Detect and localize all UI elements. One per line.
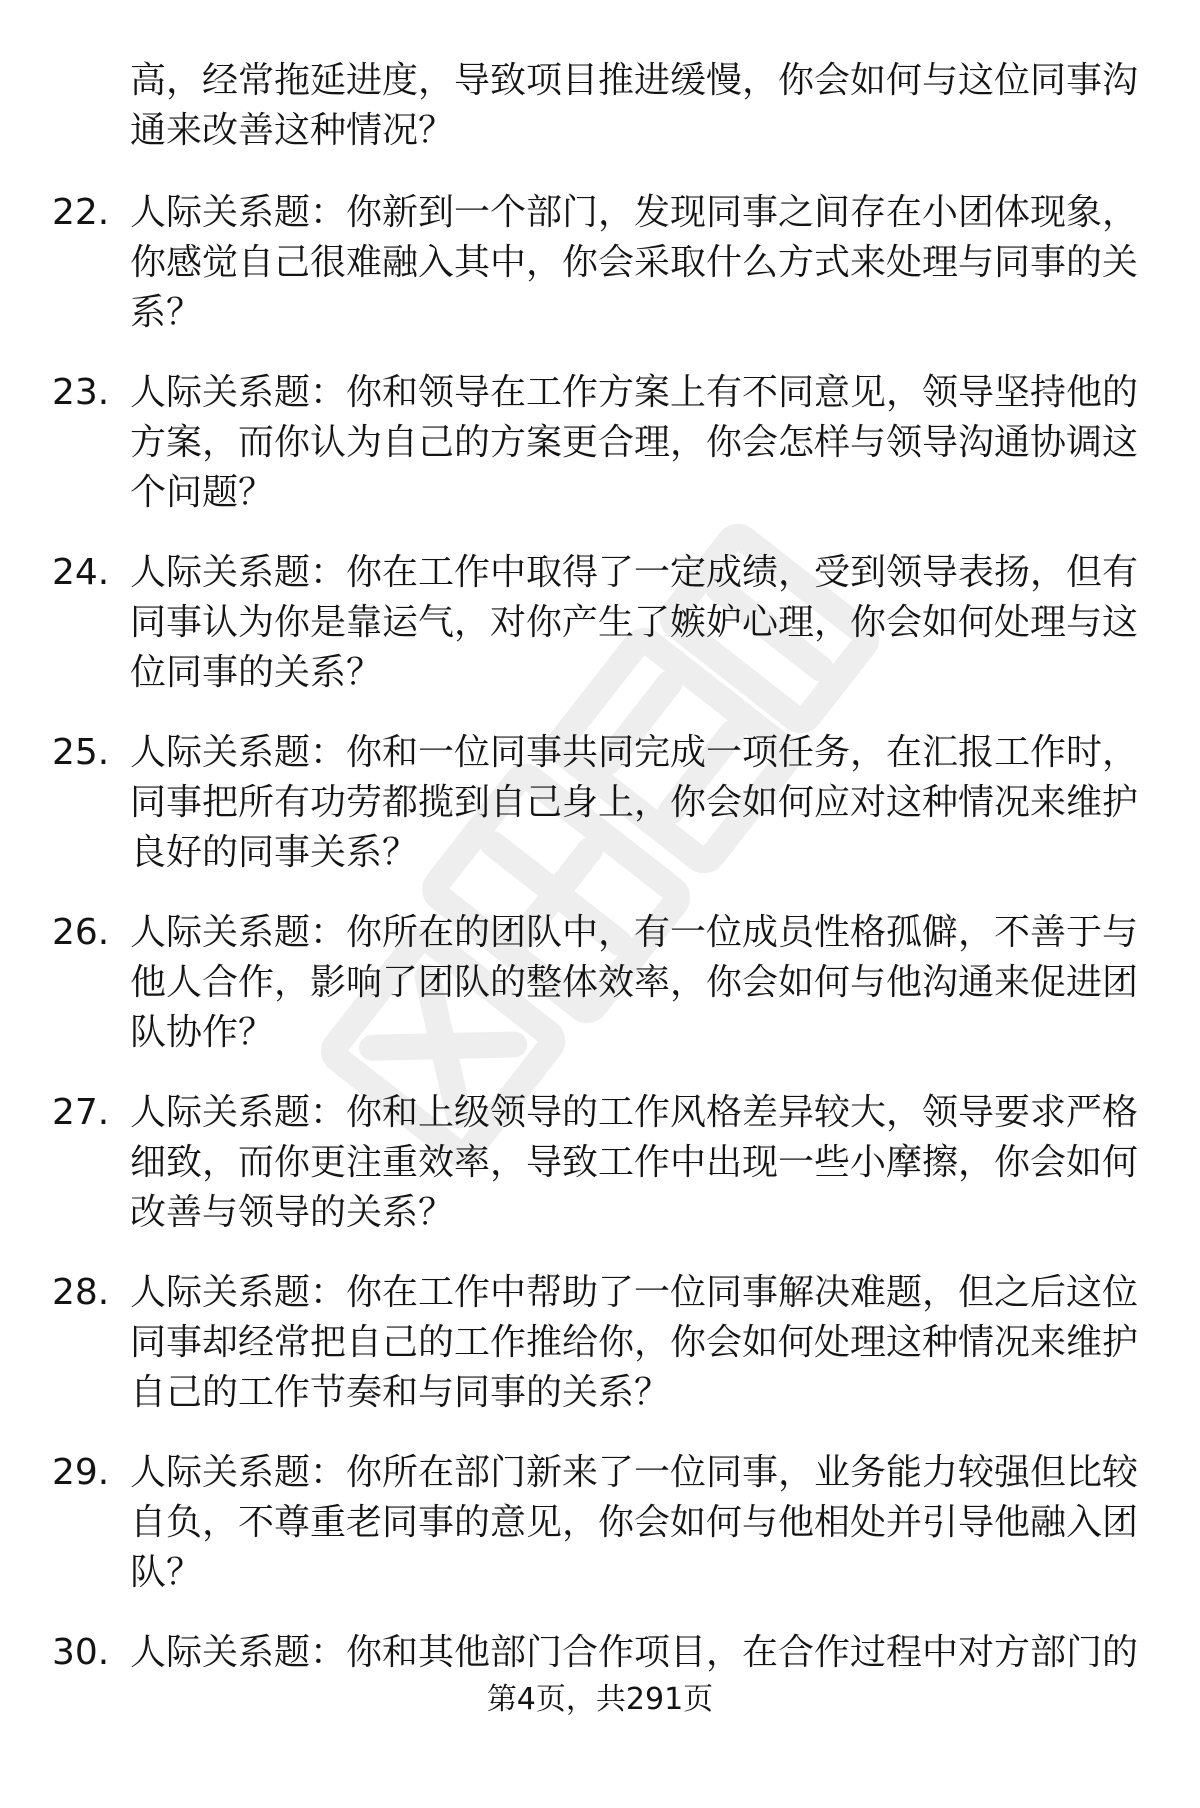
question-number: 27. [52,1092,110,1133]
question-continuation: 高，经常拖延进度，导致项目推进缓慢，你会如何与这位同事沟通来改善这种情况？ [130,60,1139,151]
question-text: 人际关系题：你和其他部门合作项目，在合作过程中对方部门的 [130,1632,1139,1673]
question-number: 30. [52,1632,110,1673]
question-item [0,1448,1200,1628]
question-text: 人际关系题：你和一位同事共同完成一项任务，在汇报工作时，同事把所有功劳都揽到自己身上，你会如何应对这种情况来维护良好的同事关系？ [130,732,1139,873]
question-item [0,1268,1200,1448]
question-number: 22. [52,192,110,233]
question-text: 人际关系题：你在工作中帮助了一位同事解决难题，但之后这位同事却经常把自己的工作推给你，你会如何处理这种情况来维护自己的工作节奏和与同事的关系？ [130,1272,1139,1413]
question-item [0,1088,1200,1268]
question-item [0,728,1200,908]
question-number: 23. [52,372,110,413]
question-number: 24. [52,552,110,593]
question-number: 25. [52,732,110,773]
question-item [0,548,1200,728]
question-number: 26. [52,912,110,953]
question-text: 人际关系题：你新到一个部门，发现同事之间存在小团体现象，你感觉自己很难融入其中，你会采取什么方式来处理与同事的关系？ [130,192,1139,333]
question-text: 人际关系题：你和领导在工作方案上有不同意见，领导坚持他的方案，而你认为自己的方案更合理，你会怎样与领导沟通协调这个问题？ [130,372,1139,513]
page-footer: 第4页，共291页 [486,1682,714,1717]
question-text: 人际关系题：你和上级领导的工作风格差异较大，领导要求严格细致，而你更注重效率，导致工作中出现一些小摩擦，你会如何改善与领导的关系？ [130,1092,1139,1233]
question-item [0,188,1200,368]
question-text: 人际关系题：你在工作中取得了一定成绩，受到领导表扬，但有同事认为你是靠运气，对你产生了嫉妒心理，你会如何处理与这位同事的关系？ [130,552,1139,693]
question-list [0,188,1200,1808]
question-item [0,368,1200,548]
question-text: 人际关系题：你所在的团队中，有一位成员性格孤僻，不善于与他人合作，影响了团队的整体效率，你会如何与他沟通来促进团队协作？ [130,912,1139,1053]
question-text: 人际关系题：你所在部门新来了一位同事，业务能力较强但比较自负，不尊重老同事的意见，你会如何与他相处并引导他融入团队？ [130,1452,1139,1593]
question-number: 28. [52,1272,110,1313]
question-number: 29. [52,1452,110,1493]
question-item [0,908,1200,1088]
